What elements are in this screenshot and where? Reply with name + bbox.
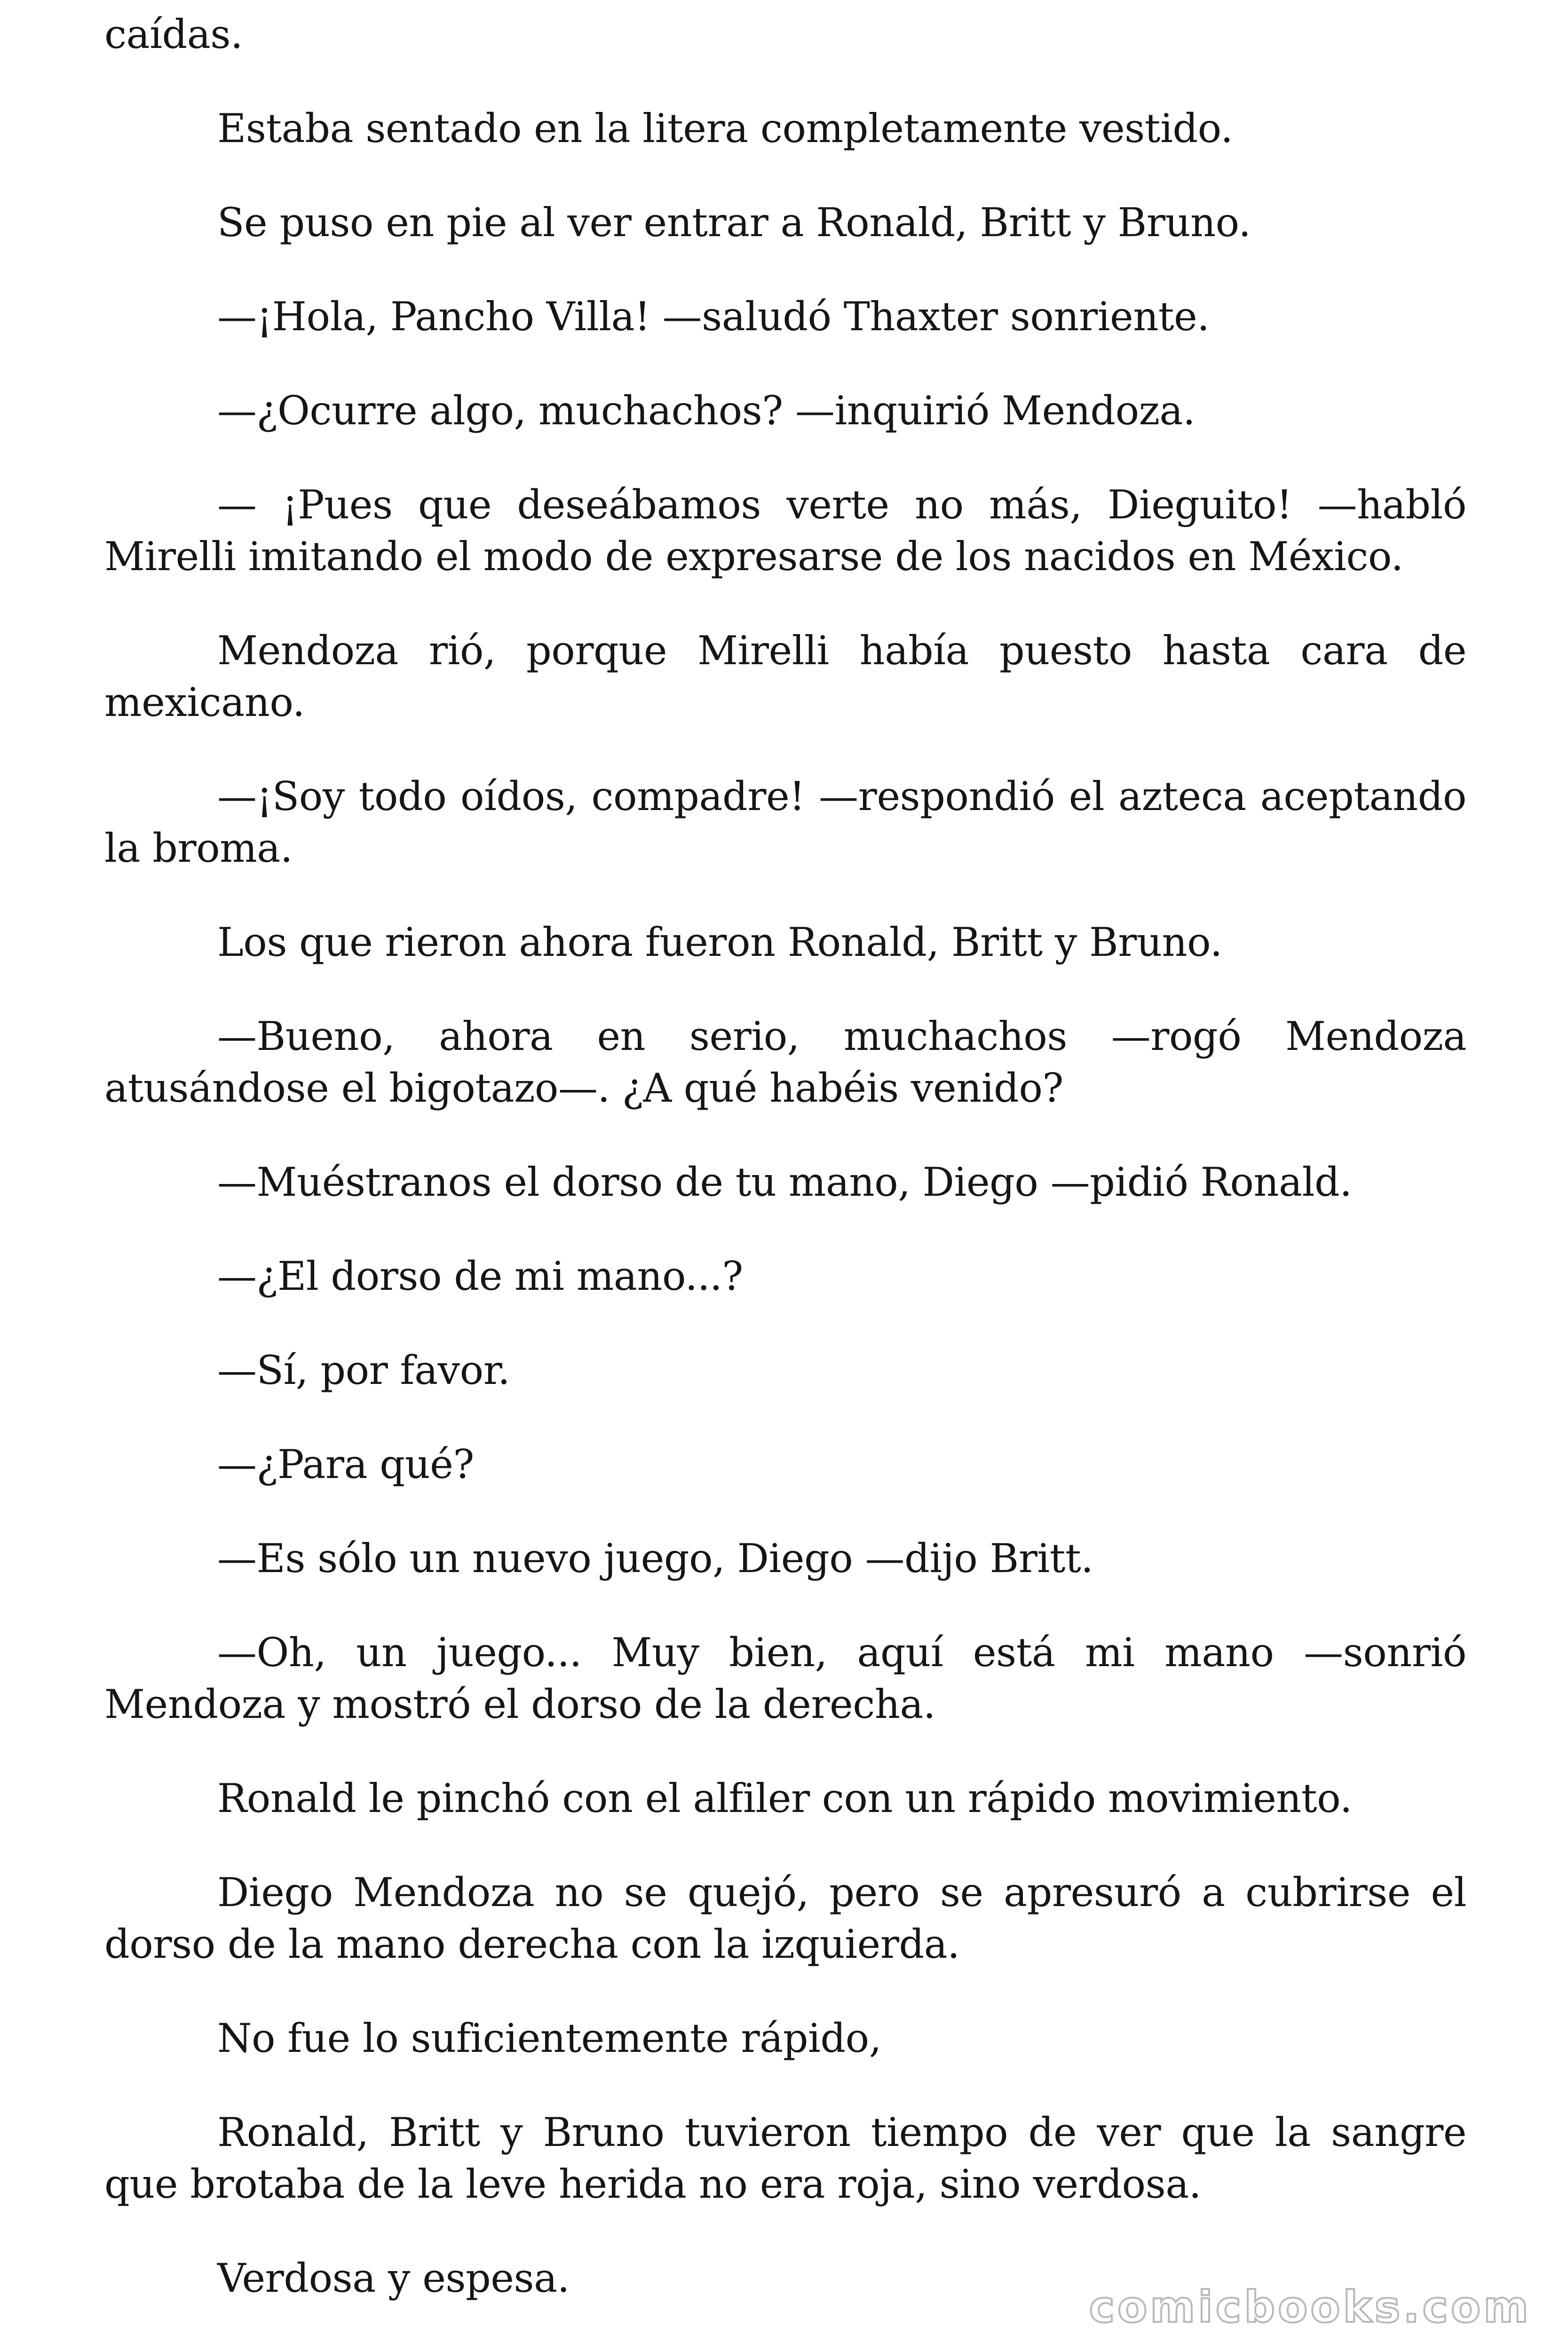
paragraph: Verdosa y espesa.	[217, 2255, 570, 2301]
paragraph: —¿El dorso de mi mano...?	[217, 1253, 743, 1299]
paragraph: —¡Hola, Pancho Villa! —saludó Thaxter sonriente.	[217, 294, 1210, 340]
paragraph: Mendoza rió, porque Mirelli había puesto hasta cara de mexicano.	[104, 628, 1466, 725]
paragraph: —Sí, por favor.	[217, 1347, 510, 1393]
paragraph: Se puso en pie al ver entrar a Ronald, Britt y Bruno.	[217, 199, 1251, 246]
watermark: comicbooks.com	[1089, 2282, 1531, 2332]
paragraph: —Muéstranos el dorso de tu mano, Diego —pidió Ronald.	[217, 1159, 1352, 1205]
paragraph: Ronald, Britt y Bruno tuvieron tiempo de ver que la sangre que brotaba de la leve herida no era roja, sino verdosa.	[104, 2109, 1466, 2207]
paragraph: —Oh, un juego... Muy bien, aquí está mi mano —sonrió Mendoza y mostró el dorso de la derecha.	[104, 1629, 1466, 1727]
paragraph: —Es sólo un nuevo juego, Diego —dijo Britt.	[217, 1535, 1093, 1581]
paragraph: —Bueno, ahora en serio, muchachos —rogó Mendoza atusándose el bigotazo—. ¿A qué habéis venido?	[104, 1013, 1466, 1111]
paragraph: No fue lo suficientemente rápido,	[217, 2015, 881, 2061]
paragraph: — ¡Pues que deseábamos verte no más, Dieguito! —habló Mirelli imitando el modo de expresarse de los nacidos en México.	[104, 482, 1466, 580]
paragraph: Estaba sentado en la litera completamente vestido.	[217, 105, 1233, 151]
paragraph: caídas.	[104, 11, 243, 57]
paragraph: Ronald le pinchó con el alfiler con un rápido movimiento.	[217, 1775, 1352, 1821]
paragraph: —¿Ocurre algo, muchachos? —inquirió Mendoza.	[217, 388, 1196, 434]
paragraph: Diego Mendoza no se quejó, pero se apresuró a cubrirse el dorso de la mano derecha con la izquierda.	[104, 1869, 1466, 1967]
body-text	[104, 8, 1466, 2346]
paragraph: —¡Soy todo oídos, compadre! —respondió el azteca aceptando la broma.	[104, 773, 1466, 871]
paragraph: —¿Para qué?	[217, 1441, 474, 1487]
paragraph: Los que rieron ahora fueron Ronald, Britt y Bruno.	[217, 919, 1222, 965]
